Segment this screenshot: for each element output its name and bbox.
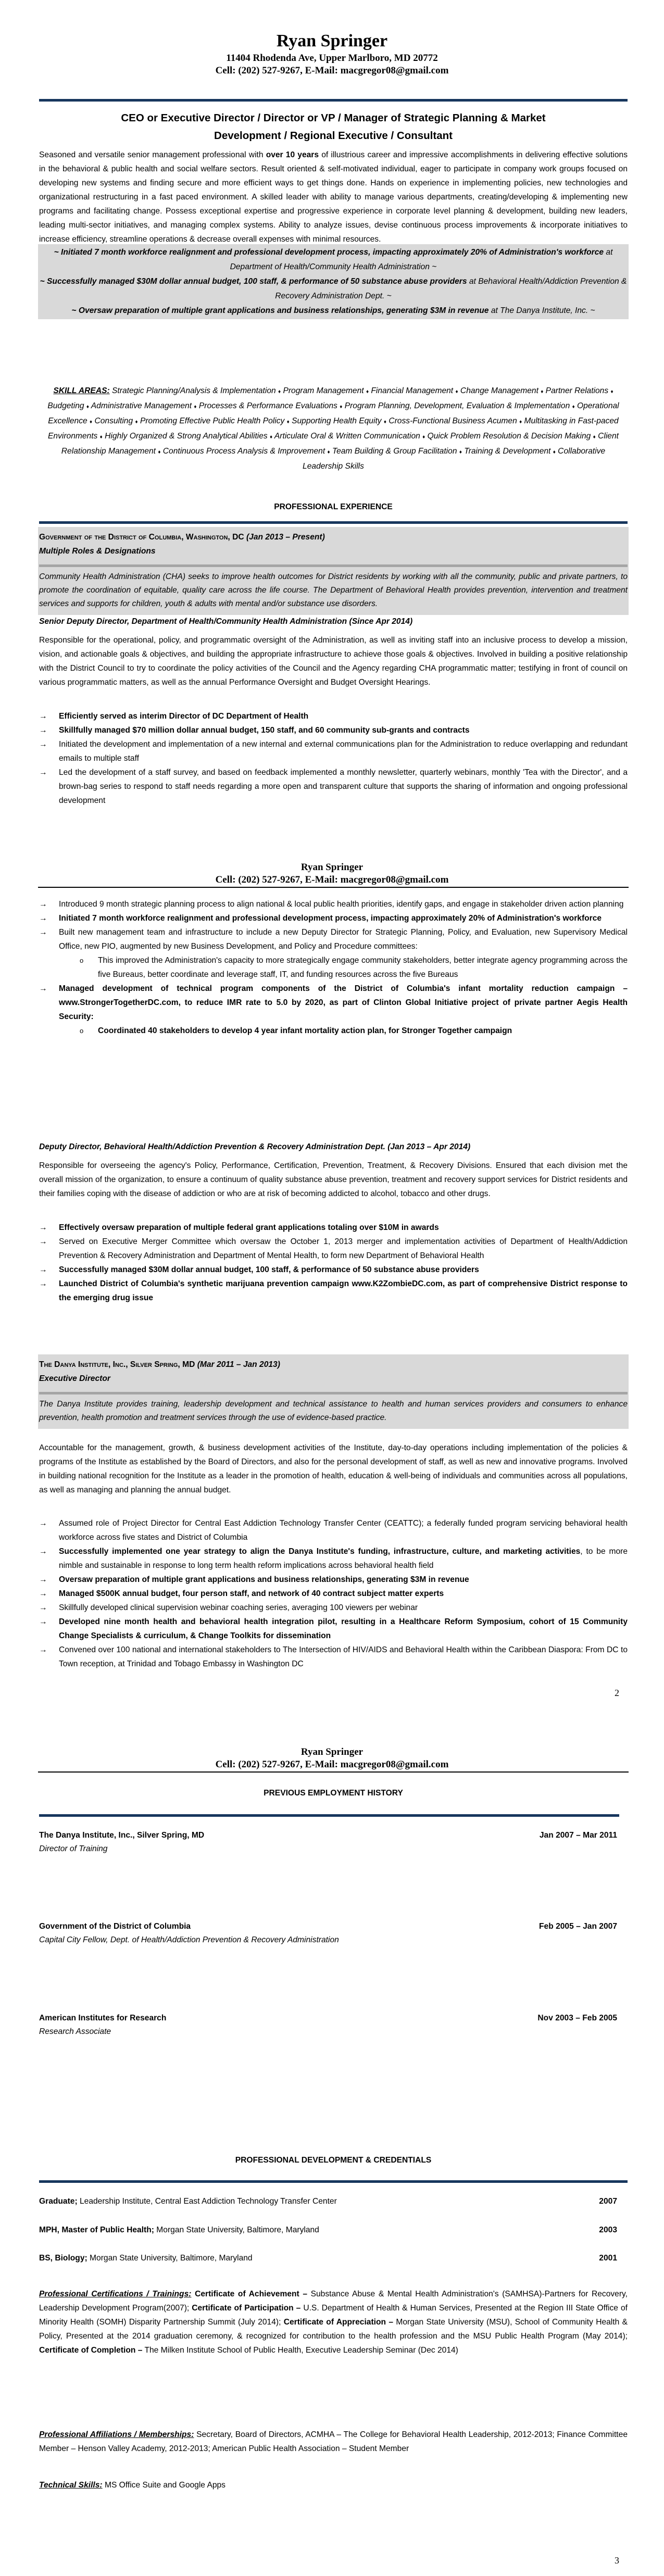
arrow-bullet-icon: → [39, 1589, 47, 1598]
previous-job-org: American Institutes for Research [39, 2014, 167, 2022]
arrow-bullet-icon: → [39, 1265, 47, 1274]
arrow-bullet-icon: → [39, 1547, 47, 1556]
arrow-bullet-icon: → [39, 900, 47, 909]
page-number: 2 [615, 1688, 619, 1698]
previous-job-dates: Feb 2005 – Jan 2007 [539, 1922, 617, 1931]
employer-header-dc-government [38, 527, 629, 615]
skill-item: Promoting Effective Public Health Policy [137, 417, 287, 425]
target-title-line1: CEO or Executive Director / Director or VP / Manager of Strategic Planning & Market [121, 112, 546, 124]
skill-item: Articulate Oral & Written Communication [272, 432, 423, 441]
running-header-rule [38, 1771, 629, 1773]
achievement-item: → Managed $500K annual budget, four person staff, and network of 40 contract subject matter experts [39, 1587, 628, 1601]
skill-item: Financial Management [369, 386, 456, 395]
achievement-item: → Initiated the development and implementation of a new internal and external communications plan for the Administration to reduce overlapping and redundant emails to multiple staff [39, 737, 628, 765]
skill-areas-list [47, 386, 619, 471]
arrow-bullet-icon: → [39, 726, 47, 735]
education-year: 2001 [599, 2254, 617, 2263]
circle-bullet-icon: o [80, 1027, 84, 1035]
diamond-separator-icon: ♦ [519, 419, 522, 425]
page-number: 3 [615, 2555, 619, 2566]
arrow-bullet-icon: → [39, 1519, 47, 1528]
diamond-separator-icon: ♦ [135, 419, 138, 425]
education-year: 2007 [599, 2197, 617, 2206]
skill-areas-label: SKILL AREAS: [53, 386, 110, 395]
employer-name: Government of the District of Columbia, Washington, DC (Jan 2013 – Present) [39, 533, 325, 542]
education-entry [39, 2195, 617, 2208]
position-summary: Responsible for overseeing the agency's Policy, Performance, Certification, Prevention, Treatment, & Recovery Divisions. Ensured that each division met the overall mission of the organization, to ensure a continuum of quality substance abuse prevention, treatment and recovery support services for District residents and their families coping with the disease of addiction or who are at risk of becoming addicted to alcohol, tobacco and other drugs. [39, 1161, 628, 1198]
achievement-list [39, 1221, 628, 1305]
skill-item: Processes & Performance Evaluations [196, 401, 340, 410]
employer-name: The Danya Institute, Inc., Silver Spring, MD (Mar 2011 – Jan 2013) [39, 1360, 280, 1369]
education-school: Morgan State University, Baltimore, Maryland [154, 2226, 319, 2234]
highlight-item: ~ Oversaw preparation of multiple grant applications and business relationships, generating $3M in revenue at The Danya Institute, Inc. ~ [71, 306, 595, 315]
running-header-contact: Cell: (202) 527-9267, E-Mail: macgregor08@gmail.com [215, 874, 449, 885]
contact-line: Cell: (202) 527-9267, E-Mail: macgregor08@gmail.com [215, 65, 449, 76]
achievement-list [39, 709, 628, 808]
skill-item: Client Relationship Management [61, 432, 619, 456]
employer-description: Community Health Administration (CHA) seeks to improve health outcomes for District residents by working with all the community, public and private partners, to promote the coordination of equitable, quality care across the life course. The Department of Behavioral Health provides prevention, intervention and treatment services and supports for children, youth & adults with mental and/or substance use disorders. [39, 572, 628, 608]
achievement-item: → Skillfully managed $70 million dollar annual budget, 150 staff, and 60 community sub-grants and contracts [39, 723, 628, 737]
skill-item: Cross-Functional Business Acumen [386, 417, 520, 425]
achievement-item: → Initiated 7 month workforce realignment and professional development process, impacting approximately 20% of Administration's workforce [39, 911, 628, 925]
summary-emphasis: over 10 years [266, 150, 319, 159]
certifications-label: Professional Certifications / Trainings: [39, 2290, 192, 2298]
skill-item: Administrative Management [89, 401, 194, 410]
achievement-item: → Led the development of a staff survey, and based on feedback implemented a monthly newsletter, quarterly webinars, monthly 'Tea with the Director', and a brown-bag series to respond to staff needs regarding a more open and transparent culture that supports the sharing of information and ongoing professional development [39, 765, 628, 808]
diamond-separator-icon: ♦ [278, 389, 281, 395]
sub-achievement-list [59, 953, 628, 982]
sub-achievement-item: o Coordinated 40 stakeholders to develop 4 year infant mortality action plan, for Stronger Together campaign [59, 1024, 628, 1038]
previous-job-entry [39, 1829, 617, 1856]
position-summary: Responsible for the operational, policy, and programmatic oversight of the Administration, as well as inviting staff into an inclusive process to develop a mission, vision, and actionable goals & objectives, and building the appropriate infrastructure to achieve those goals & objectives. Involved in building a positive relationship with the District Council to try to coordinate the policy activities of the Council and the Agency regarding CHA programmatic matter; testifying in front of council on various programmatic matters, as well as the annual Performance Oversight and Budget Oversight Hearings. [39, 636, 628, 687]
employer-header-danya-institute [38, 1354, 629, 1429]
skill-item: Team Building & Group Facilitation [330, 447, 459, 456]
employer-role: Executive Director [39, 1374, 110, 1383]
diamond-separator-icon: ♦ [286, 419, 290, 425]
header-rule [39, 99, 628, 102]
skill-item: Budgeting [47, 401, 86, 410]
skill-item: Training & Development [461, 447, 553, 456]
achievement-item: → Successfully implemented one year strategy to align the Danya Institute's funding, infrastructure, culture, and marketing activities, to be more nimble and sustainable in response to long term health reform implications across behavioral health field [39, 1544, 628, 1573]
arrow-bullet-icon: → [39, 1575, 47, 1584]
arrow-bullet-icon: → [39, 1603, 47, 1612]
sub-achievement-list [59, 1024, 628, 1038]
technical-skills-label: Technical Skills: [39, 2481, 103, 2490]
achievement-item: → Served on Executive Merger Committee which oversaw the October 1, 2013 merger and implementation activities of Department of Health/Addiction Prevention & Recovery Administration and Department of Mental Health, to form new Department of Behavioral Health [39, 1235, 628, 1263]
achievement-item: → Introduced 9 month strategic planning process to align national & local public health priorities, identify gaps, and engage in stakeholder driven action planning [39, 897, 628, 911]
employer-divider [39, 1392, 628, 1394]
skill-item: Program Management [281, 386, 366, 395]
diamond-separator-icon: ♦ [158, 449, 161, 455]
achievement-list [39, 1516, 628, 1671]
skill-item: Continuous Process Analysis & Improvement [160, 447, 328, 456]
education-year: 2003 [599, 2226, 617, 2234]
diamond-separator-icon: ♦ [593, 434, 596, 440]
target-title [39, 109, 628, 145]
summary-text: Seasoned and versatile senior management professional with [39, 150, 266, 159]
diamond-separator-icon: ♦ [327, 449, 330, 455]
previous-job-dates: Nov 2003 – Feb 2005 [537, 2014, 617, 2022]
arrow-bullet-icon: → [39, 914, 47, 923]
skill-item: Program Planning, Development, Evaluation & Implementation [342, 401, 572, 410]
page-1 [0, 0, 664, 812]
arrow-bullet-icon: → [39, 740, 47, 749]
skill-item: Change Management [458, 386, 541, 395]
skill-areas [42, 384, 625, 473]
education-degree: Graduate; [39, 2197, 78, 2206]
achievement-item: → Managed development of technical program components of the District of Columbia's infant mortality reduction campaign – www.StrongerTogetherDC.com, to reduce IMR rate to 5.0 by 2020, as part of Clinton Global Initiative project of private partner Aegis Health Security: o Coordinated 40 stakeholders to develop 4 year infant mortality action plan, for Stronger Together campaign [39, 982, 628, 1038]
previous-job-position: Research Associate [39, 2027, 111, 2036]
diamond-separator-icon: ♦ [366, 389, 369, 395]
achievement-item: → Convened over 100 national and international stakeholders to The Intersection of HIV/AIDS and Behavioral Health within the Caribbean Diaspora: From DC to Town reception, at Trinidad and Tobago Embassy in Washington DC [39, 1643, 628, 1671]
diamond-separator-icon: ♦ [459, 449, 462, 455]
diamond-separator-icon: ♦ [553, 449, 556, 455]
certifications-paragraph: Professional Certifications / Trainings: Certificate of Achievement – Substance Abuse & Mental Health Administration's (SAMHSA)-Partners for Recovery, Leadership Development Program(2007); Certificate of Participation – U.S. Department of Health & Human Services, Presented at the Region III State Office of Minority Health (SOMH) Disparity Partnership Summit (July 2014); Certificate of Appreciation – Morgan State University (MSU), School of Community Health & Policy, Presented at the 2014 graduation ceremony, & recognized for contribution to the health profession and the MSU Public Health Program (May 2014); Certificate of Completion – The Milken Institute School of Public Health, Executive Leadership Seminar (Dec 2014) [39, 2290, 628, 2355]
arrow-bullet-icon: → [39, 1279, 47, 1288]
skill-item: Consulting [92, 417, 135, 425]
diamond-separator-icon: ♦ [90, 419, 93, 425]
key-highlights-box [38, 244, 629, 319]
achievement-item: → Launched District of Columbia's synthetic marijuana prevention campaign www.K2ZombieDC.com, as part of comprehensive District response to the emerging drug issue [39, 1277, 628, 1305]
arrow-bullet-icon: → [39, 768, 47, 777]
diamond-separator-icon: ♦ [86, 404, 90, 410]
education-entry [39, 2224, 617, 2236]
technical-skills-paragraph [39, 2478, 628, 2492]
previous-job-entry [39, 2012, 617, 2039]
achievement-item: → Effectively oversaw preparation of multiple federal grant applications totaling over $10M in awards [39, 1221, 628, 1235]
arrow-bullet-icon: → [39, 984, 47, 993]
section-heading-previous-employment: PREVIOUS EMPLOYMENT HISTORY [264, 1789, 403, 1798]
employer-description: The Danya Institute provides training, leadership development and technical assistance to health and human services providers and consumers to enhance prevention, health promotion and treatment services through the use of evidence-based practice. [39, 1400, 628, 1422]
running-header-name: Ryan Springer [300, 862, 364, 873]
previous-job-org: Government of the District of Columbia [39, 1922, 191, 1931]
diamond-separator-icon: ♦ [572, 404, 575, 410]
address: 11404 Rhodenda Ave, Upper Marlboro, MD 20772 [226, 53, 438, 64]
diamond-separator-icon: ♦ [194, 404, 197, 410]
arrow-bullet-icon: → [39, 1237, 47, 1246]
diamond-separator-icon: ♦ [422, 434, 425, 440]
employer-role: Multiple Roles & Designations [39, 547, 156, 556]
previous-job-position: Capital City Fellow, Dept. of Health/Addiction Prevention & Recovery Administration [39, 1936, 339, 1944]
diamond-separator-icon: ♦ [383, 419, 387, 425]
circle-bullet-icon: o [80, 957, 84, 964]
skill-item: Highly Organized & Strong Analytical Abilities [102, 432, 270, 441]
arrow-bullet-icon: → [39, 1617, 47, 1626]
achievement-item: → Skillfully developed clinical supervision webinar coaching series, averaging 100 viewers per webinar [39, 1601, 628, 1615]
position-title: Senior Deputy Director, Department of Health/Community Health Administration (Since Apr 2014) [39, 617, 413, 626]
affiliations-label: Professional Affiliations / Memberships: [39, 2430, 194, 2439]
diamond-separator-icon: ♦ [270, 434, 273, 440]
page-3 [0, 1692, 664, 2576]
credentials-rule [39, 2180, 628, 2183]
skill-item: Quick Problem Resolution & Decision Making [425, 432, 593, 441]
education-degree: MPH, Master of Public Health; [39, 2226, 154, 2234]
achievement-item: → Oversaw preparation of multiple grant applications and business relationships, generating $3M in revenue [39, 1573, 628, 1587]
target-title-line2: Development / Regional Executive / Consultant [214, 130, 453, 142]
achievement-item: → Successfully managed $30M dollar annual budget, 100 staff, & performance of 50 substance abuse providers [39, 1263, 628, 1277]
arrow-bullet-icon: → [39, 712, 47, 721]
sub-achievement-item: o This improved the Administration's capacity to more strategically engage community stakeholders, better integrate agency programming across the five Bureaus, better coordinate and leverage staff, IT, and funding resources across the five Bureaus [59, 953, 628, 982]
diamond-separator-icon: ♦ [541, 389, 544, 395]
position-title: Deputy Director, Behavioral Health/Addiction Prevention & Recovery Administration Dept. (Jan 2013 – Apr 2014) [39, 1142, 471, 1151]
achievement-item: → Assumed role of Project Director for Central East Addiction Technology Transfer Center (CEATTC); a federally funded program servicing behavioral health workforce across five states and District of Columbia [39, 1516, 628, 1544]
skill-item: Operational Excellence [48, 401, 619, 425]
candidate-name: Ryan Springer [276, 31, 388, 51]
highlight-item: ~ Successfully managed $30M dollar annual budget, 100 staff, & performance of 50 substance abuse providers at Behavioral Health/Addiction Prevention & Recovery Administration Dept. ~ [40, 277, 627, 300]
skill-item: Strategic Planning/Analysis & Implementation [112, 386, 279, 395]
previous-job-org: The Danya Institute, Inc., Silver Spring, MD [39, 1831, 205, 1840]
skill-item: Partner Relations [543, 386, 611, 395]
summary-text: of illustrious career and impressive accomplishments in delivering effective solutions in the behavioral & public health and social welfare sectors. Result oriented & self-motivated individual, eager to participate in company work groups focused on developing new systems and finding secure and more efficient ways to get things done. Hands on experience in implementing policies, new technologies and organizational restructuring in a fast paced environment. A skilled leader with ability to manage various departments, creating/developing & implementing new programs and facilitating change. Possess exceptional expertise and progressive experience in corporate level planning & development, building new leaders, leading multi-sector initiatives, and managing complex systems. Ability to analyze issues, devise continuous process improvements & incorporate initiatives to increase efficiency, streamline operations & decrease overall expenses with minimal resources. [39, 150, 628, 244]
achievement-list-continued [39, 897, 628, 1038]
diamond-separator-icon: ♦ [340, 404, 343, 410]
running-header-rule [38, 887, 629, 888]
employer-divider [39, 564, 628, 567]
diamond-separator-icon: ♦ [610, 389, 613, 395]
achievement-item: → Developed nine month health and behavioral health integration pilot, resulting in a Healthcare Reform Symposium, cohort of 15 Community Change Specialists & curriculum, & Change Toolkits for dissemination [39, 1615, 628, 1643]
arrow-bullet-icon: → [39, 928, 47, 937]
technical-skills-text: MS Office Suite and Google Apps [102, 2481, 225, 2490]
affiliations-text: Secretary, Board of Directors, ACMHA – The College for Behavioral Health Leadership, 2012-2013; Finance Committee Member – Henson Valley Academy, 2012-2013; American Public Health Association – Student Member [39, 2430, 628, 2453]
running-header-name: Ryan Springer [300, 1746, 364, 1757]
previous-job-position: Director of Training [39, 1844, 108, 1853]
running-header-contact: Cell: (202) 527-9267, E-Mail: macgregor08@gmail.com [215, 1759, 449, 1770]
previous-job-entry [39, 1920, 617, 1947]
affiliations-paragraph [39, 2428, 628, 2456]
education-school: Morgan State University, Baltimore, Maryland [87, 2254, 253, 2263]
achievement-item: → Built new management team and infrastructure to include a new Deputy Director for Strategic Planning, Policy, and Evaluation, new Supervisory Medical Office, new PIO, augmented by new Business Development, and Policy and Procedure committees: o This improved the Administration's capacity to more strategically engage community stakeholders, better integrate agency programming across the five Bureaus, better coordinate and leverage staff, IT, and funding resources across the five Bureaus [39, 925, 628, 982]
education-degree: BS, Biology; [39, 2254, 87, 2263]
education-school: Leadership Institute, Central East Addiction Technology Transfer Center [77, 2197, 337, 2206]
skill-item: Collaborative Leadership Skills [303, 447, 606, 471]
previous-job-dates: Jan 2007 – Mar 2011 [539, 1831, 617, 1840]
page-2 [0, 812, 664, 1698]
education-entry [39, 2252, 617, 2265]
previous-employment-rule [39, 1814, 619, 1817]
achievement-item: → Efficiently served as interim Director of DC Department of Health [39, 709, 628, 723]
skill-item: Multitasking in Fast-paced Environments [48, 417, 619, 441]
profile-summary [39, 148, 628, 246]
arrow-bullet-icon: → [39, 1223, 47, 1232]
arrow-bullet-icon: → [39, 1645, 47, 1654]
position-summary: Accountable for the management, growth, & business development activities of the Institute, day-to-day operations including implementation of the policies & programs of the Institute as established by the Board of Directors, and also for the personal development of staff, as well as new and innovative programs. Involved in building national recognition for the Institute as a leader in the promotion of health, education & well-being of individuals and communities across all populations, as well as managing and planning the annual budget. [39, 1443, 628, 1494]
experience-rule [39, 521, 628, 524]
diamond-separator-icon: ♦ [99, 434, 103, 440]
skill-item: Supporting Health Equity [289, 417, 384, 425]
highlight-item: ~ Initiated 7 month workforce realignment and professional development process, impacting approximately 20% of Administration's workforce at Department of Health/Community Health Administration ~ [54, 248, 613, 271]
section-heading-credentials: PROFESSIONAL DEVELOPMENT & CREDENTIALS [235, 2156, 432, 2165]
section-heading-experience: PROFESSIONAL EXPERIENCE [274, 502, 393, 511]
diamond-separator-icon: ♦ [455, 389, 458, 395]
